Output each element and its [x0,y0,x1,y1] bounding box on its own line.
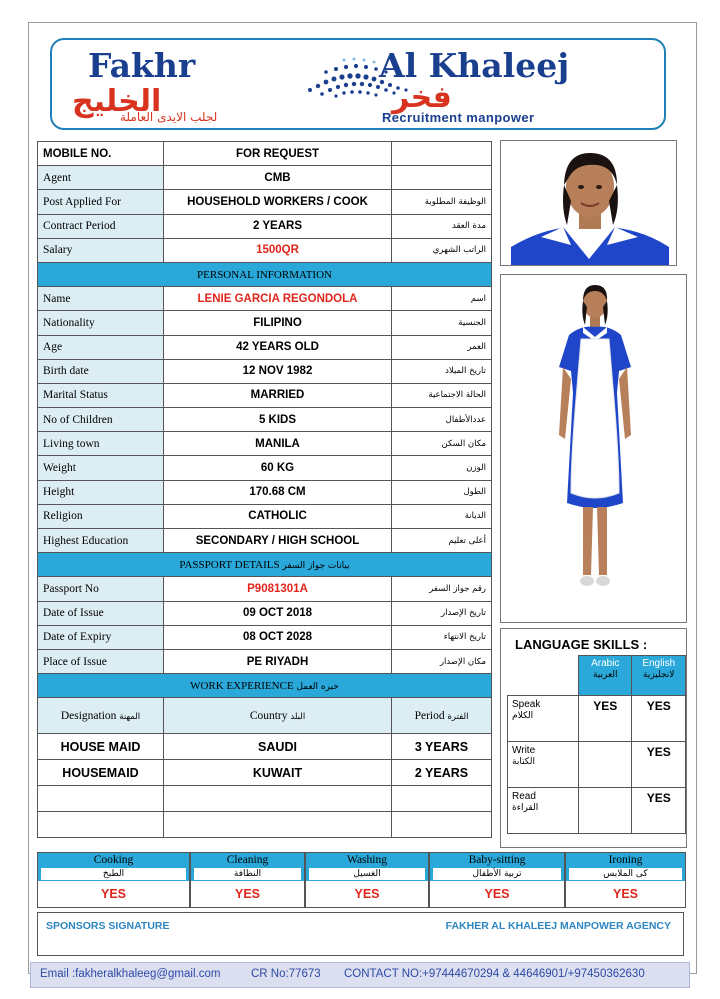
table-row [38,238,492,262]
table-row [38,577,492,601]
field-label-ar [392,166,492,190]
country-label: Country [249,709,288,722]
field-label: Living town [38,432,164,456]
personal-info-header: PERSONAL INFORMATION [38,262,492,286]
field-label: Place of Issue [38,649,164,673]
field-label: Date of Issue [38,601,164,625]
skill-value: YES [354,887,380,901]
period-label: Period [414,709,445,722]
designation-label-ar: المهنة [119,711,141,722]
footer-cr-number: CR No:77673 [251,968,321,980]
period-column-header [392,698,492,734]
skill-title: Ironing [608,854,643,866]
skill-ironing [565,852,686,908]
field-label: Birth date [38,359,164,383]
footer-email: Email :fakheralkhaleeg@gmail.com [40,968,221,980]
language-row-label [508,788,579,834]
skill-value: YES [612,887,638,901]
english-label: English [642,658,676,669]
contact-footer [30,962,690,988]
designation-label: Designation [60,709,117,722]
table-row [38,214,492,238]
full-body-illustration [501,275,687,623]
language-row-label [508,742,579,788]
table-row [38,190,492,214]
skills-row [37,852,686,908]
language-skills-table [507,655,686,834]
table-row [38,504,492,528]
field-label: No of Children [38,408,164,432]
table-row [38,480,492,504]
work-period: 2 YEARS [392,760,492,786]
table-row [38,456,492,480]
field-label-ar: عددالأطفال [392,408,492,432]
work-header-ar: خبره العمل [296,681,339,692]
english-column-header [632,656,686,696]
field-label-ar: مدة العقد [392,214,492,238]
table-row [38,383,492,407]
work-country: KUWAIT [164,760,392,786]
language-row [508,788,686,834]
passport-header [38,553,492,577]
skill-title: Baby-sitting [468,854,526,866]
logo-name-en-2: Al Khaleej [379,46,570,85]
field-value: 5 KIDS [164,408,392,432]
field-label: Contract Period [38,214,164,238]
skill-value: YES [484,887,510,901]
english-skill-value: YES [632,696,686,742]
skill-label-ar: الكلام [512,711,534,721]
table-row [38,529,492,553]
work-row-empty [38,812,492,838]
language-skills-panel [500,628,687,848]
skill-label-ar: القراءة [512,803,539,813]
country-column-header [164,698,392,734]
table-row [38,649,492,673]
work-designation: HOUSE MAID [38,734,164,760]
field-label-ar: تاريخ الميلاد [392,359,492,383]
passport-number-value: P9081301A [164,577,392,601]
sponsor-signature-label: SPONSORS SIGNATURE [46,920,170,932]
skill-label: Read [512,791,536,802]
field-label: Passport No [38,577,164,601]
field-label: Agent [38,166,164,190]
table-row [38,625,492,649]
work-period: 3 YEARS [392,734,492,760]
cv-table [37,141,492,838]
field-label: Nationality [38,311,164,335]
table-row [38,166,492,190]
arabic-skill-value: YES [579,696,632,742]
arabic-skill-value [579,742,632,788]
arabic-column-header [579,656,632,696]
skill-cooking [37,852,190,908]
field-value: MARRIED [164,383,392,407]
field-value: 60 KG [164,456,392,480]
skill-title: Cleaning [226,854,269,866]
field-value: CATHOLIC [164,504,392,528]
english-label-ar: لانجليزية [643,670,675,680]
skill-value: YES [234,887,260,901]
table-row [38,335,492,359]
skill-label: Speak [512,699,541,710]
section-header [38,674,492,698]
agency-signature-label: FAKHER AL KHALEEJ MANPOWER AGENCY [445,920,671,932]
logo-name-en-1: Fakhr [88,46,196,85]
table-row [38,311,492,335]
skill-washing [305,852,429,908]
skill-title-ar: الغسيل [309,868,425,880]
language-header-row [508,656,686,696]
field-value: 12 NOV 1982 [164,359,392,383]
field-label-ar: الجنسية [392,311,492,335]
field-label: Weight [38,456,164,480]
passport-header-en: PASSPORT DETAILS [179,558,280,571]
arabic-label: Arabic [591,658,620,669]
field-value: 170.68 CM [164,480,392,504]
field-label: Marital Status [38,383,164,407]
field-value: HOUSEHOLD WORKERS / COOK [164,190,392,214]
work-row-empty [38,786,492,812]
designation-column-header [38,698,164,734]
field-label-ar: الوظيفة المطلوبة [392,190,492,214]
field-label: Age [38,335,164,359]
arabic-label-ar: العربية [592,670,618,680]
field-label-ar: مكان السكن [392,432,492,456]
field-value: CMB [164,166,392,190]
field-label: Height [38,480,164,504]
table-row [38,408,492,432]
language-row [508,742,686,788]
work-designation: HOUSEMAID [38,760,164,786]
language-skills-title: LANGUAGE SKILLS : [515,637,648,652]
field-value: 08 OCT 2028 [164,625,392,649]
logo-name-ar-2: فخر [392,80,452,115]
field-label-ar: الحالة الاجتماعية [392,383,492,407]
section-header [38,553,492,577]
skill-cleaning [190,852,305,908]
language-row-label [508,696,579,742]
logo-name-ar-1: الخليج [72,84,162,119]
table-row [38,432,492,456]
english-skill-value: YES [632,788,686,834]
skill-title: Cooking [93,854,134,866]
country-label-ar: البلد [290,711,306,722]
logo-subtitle-en: Recruitment manpower [382,110,535,125]
field-label: Name [38,287,164,311]
table-row [38,359,492,383]
table-row [38,601,492,625]
field-value: 09 OCT 2018 [164,601,392,625]
period-label-ar: الفترة [447,711,469,722]
field-label-ar: أعلى تعليم [392,529,492,553]
skill-title: Washing [347,854,387,866]
field-value: PE RIYADH [164,649,392,673]
field-label: Post Applied For [38,190,164,214]
skill-baby-sitting [429,852,565,908]
field-value: SECONDARY / HIGH SCHOOL [164,529,392,553]
skill-title-ar: كى الملابس [569,868,682,880]
field-label: Date of Expiry [38,625,164,649]
field-value: 2 YEARS [164,214,392,238]
field-label-ar: الوزن [392,456,492,480]
footer-contact: CONTACT NO:+97444670294 & 44646901/+97450362630 [344,968,645,980]
mobile-row [38,142,492,166]
signature-box [37,912,684,956]
field-label-ar: الطول [392,480,492,504]
field-value: 42 YEARS OLD [164,335,392,359]
portrait-illustration [501,141,677,266]
salary-value: 1500QR [164,238,392,262]
skill-title-ar: الطبخ [41,868,186,880]
table-row [38,287,492,311]
field-label-ar: اسم [392,287,492,311]
work-row [38,760,492,786]
skill-title-ar: تربية الأطفال [433,868,561,880]
work-row [38,734,492,760]
logo-subtitle-ar: لجلب الايدى العاملة [120,110,218,124]
portrait-photo [500,140,677,266]
field-label-ar: رقم جواز السفر [392,577,492,601]
field-label-ar: تاريخ الإصدار [392,601,492,625]
passport-header-ar: بيانات جواز السفر [282,560,350,571]
arabic-skill-value [579,788,632,834]
skill-value: YES [100,887,126,901]
mobile-value: FOR REQUEST [164,142,392,166]
work-experience-header [38,674,492,698]
field-label: Salary [38,238,164,262]
field-label: Religion [38,504,164,528]
name-value: LENIE GARCIA REGONDOLA [164,287,392,311]
work-country: SAUDI [164,734,392,760]
field-label-ar: مكان الإصدار [392,649,492,673]
field-label-ar: العمر [392,335,492,359]
section-header [38,262,492,286]
skill-title-ar: النظافة [194,868,301,880]
field-value: FILIPINO [164,311,392,335]
field-label-ar: تاريخ الانتهاء [392,625,492,649]
full-body-photo [500,274,687,623]
language-row [508,696,686,742]
mobile-label: MOBILE NO. [38,142,164,166]
skill-label-ar: الكتابة [512,757,536,767]
field-label-ar: الراتب الشهري [392,238,492,262]
skill-label: Write [512,745,536,756]
agency-logo [50,38,666,130]
field-label: Highest Education [38,529,164,553]
english-skill-value: YES [632,742,686,788]
field-value: MANILA [164,432,392,456]
work-columns-row [38,698,492,734]
work-header-en: WORK EXPERIENCE [190,679,294,692]
field-label-ar: الديانة [392,504,492,528]
